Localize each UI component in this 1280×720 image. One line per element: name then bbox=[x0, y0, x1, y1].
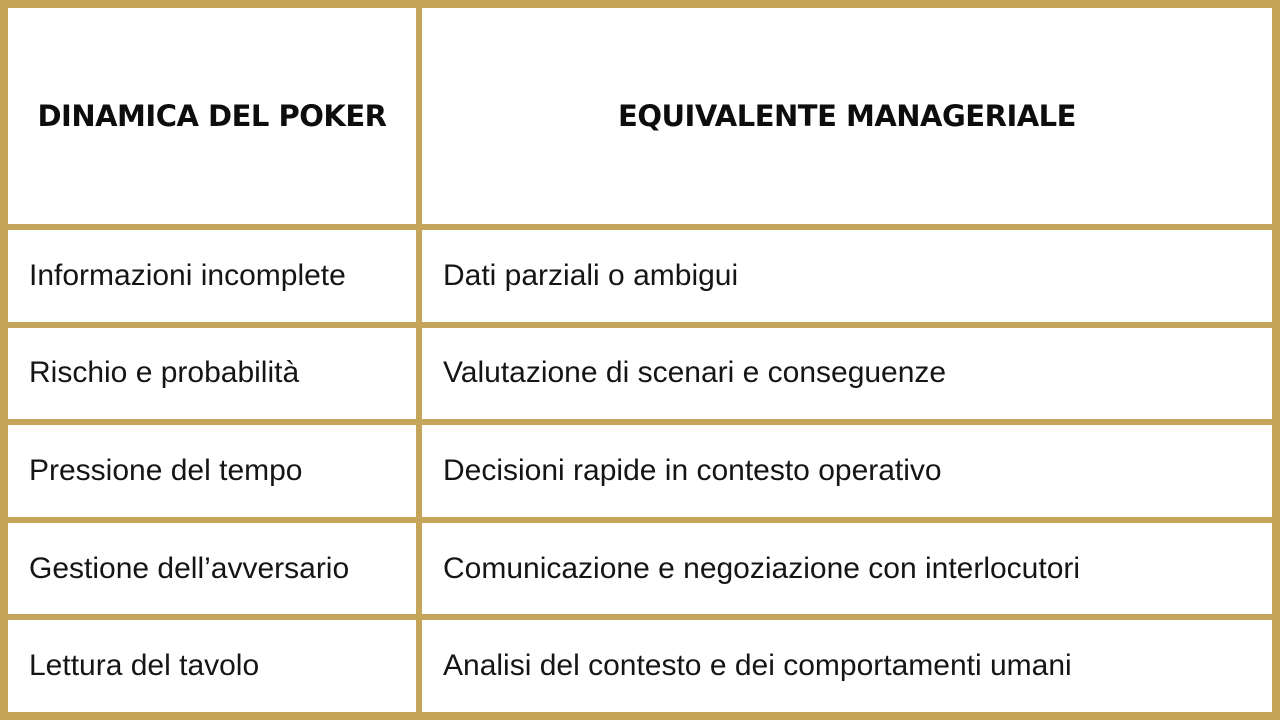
table-row bbox=[8, 523, 1272, 615]
header-poker-dynamics: DINAMICA DEL POKER bbox=[8, 8, 416, 224]
managerial-equivalent-cell: Decisioni rapide in contesto operativo bbox=[422, 425, 1272, 517]
poker-dynamic-cell: Pressione del tempo bbox=[8, 425, 416, 517]
managerial-equivalent-cell: Valutazione di scenari e conseguenze bbox=[422, 328, 1272, 420]
poker-dynamic-cell: Rischio e probabilità bbox=[8, 328, 416, 420]
table-header-row bbox=[8, 8, 1272, 224]
managerial-equivalent-cell: Analisi del contesto e dei comportamenti umani bbox=[422, 620, 1272, 712]
poker-dynamic-cell: Lettura del tavolo bbox=[8, 620, 416, 712]
poker-dynamic-cell: Informazioni incomplete bbox=[8, 230, 416, 322]
table-row bbox=[8, 328, 1272, 420]
comparison-table bbox=[2, 2, 1278, 718]
table-row bbox=[8, 425, 1272, 517]
managerial-equivalent-cell: Comunicazione e negoziazione con interlocutori bbox=[422, 523, 1272, 615]
managerial-equivalent-cell: Dati parziali o ambigui bbox=[422, 230, 1272, 322]
poker-dynamic-cell: Gestione dell’avversario bbox=[8, 523, 416, 615]
table-row bbox=[8, 230, 1272, 322]
header-managerial-equivalent: EQUIVALENTE MANAGERIALE bbox=[422, 8, 1272, 224]
table-row bbox=[8, 620, 1272, 712]
